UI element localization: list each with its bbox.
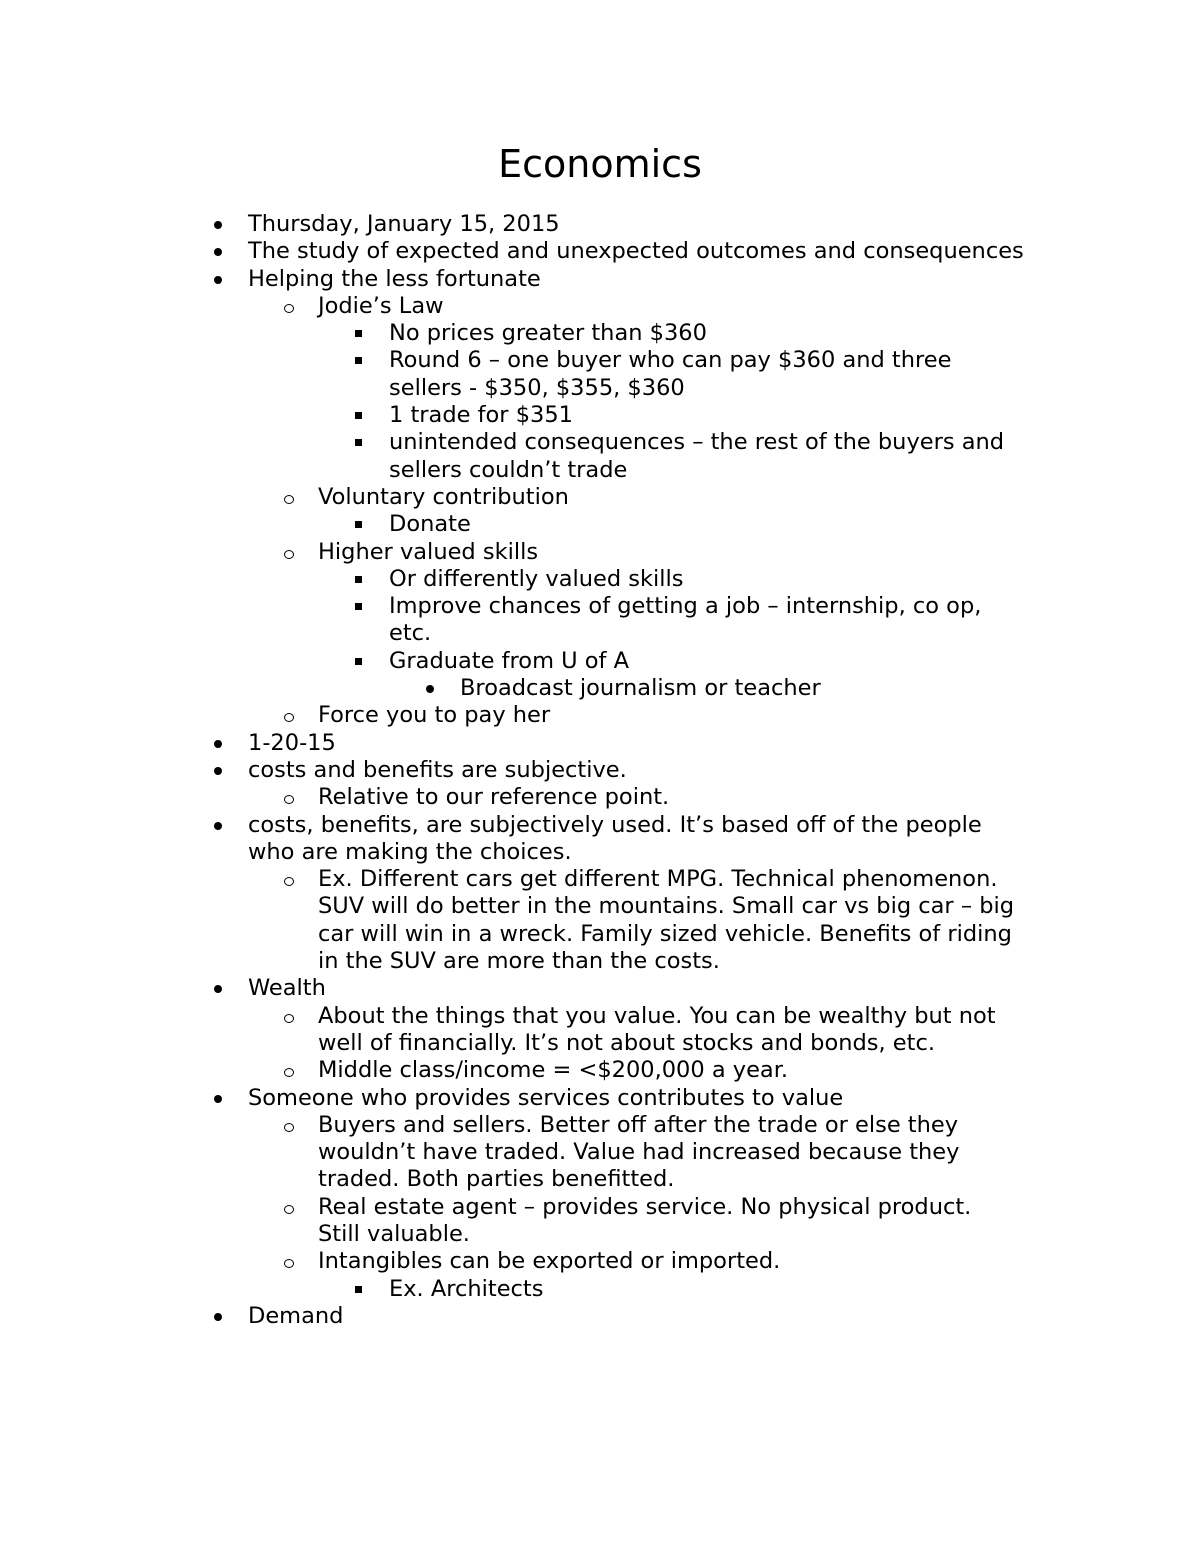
circle-bullet-icon	[284, 539, 294, 566]
list-item-text: Round 6 – one buyer who can pay $360 and three sellers - $350, $355, $360	[389, 347, 952, 401]
list-item-text: Higher valued skills	[318, 538, 539, 565]
list-item	[248, 211, 1028, 238]
round-bullet-icon	[214, 238, 222, 265]
list-item	[389, 402, 1019, 429]
list-item	[389, 511, 1019, 538]
list-item	[318, 866, 1018, 975]
list-item-text: Jodie’s Law	[318, 292, 444, 319]
list-item	[248, 757, 1028, 784]
list-item-text: About the things that you value. You can be wealthy but not well of financially. It’s not about stocks and bonds, etc.	[318, 1002, 996, 1056]
list-item-text: Donate	[389, 511, 471, 538]
circle-bullet-icon	[284, 1248, 294, 1275]
list-item	[389, 1276, 1019, 1303]
list-item	[389, 566, 1019, 593]
round-bullet-icon	[214, 730, 222, 757]
circle-bullet-icon	[284, 1003, 294, 1030]
square-bullet-icon	[355, 402, 362, 429]
list-item-text: 1 trade for $351	[389, 402, 573, 429]
list-item	[248, 730, 1028, 757]
list-item-text: Thursday, January 15, 2015	[248, 211, 560, 237]
list-item	[318, 539, 1018, 566]
list-item	[318, 1248, 1018, 1275]
round-bullet-icon	[214, 211, 222, 238]
list-item-text: Relative to our reference point.	[318, 784, 670, 811]
list-item	[389, 648, 1019, 675]
list-item	[318, 1057, 1018, 1084]
circle-bullet-icon	[284, 1112, 294, 1139]
round-bullet-icon	[214, 812, 222, 839]
circle-bullet-icon	[284, 784, 294, 811]
square-bullet-icon	[355, 1276, 362, 1303]
square-bullet-icon	[355, 347, 362, 374]
list-item	[318, 702, 1018, 729]
bullet-outline	[0, 211, 1200, 1330]
list-item	[318, 784, 1018, 811]
list-item-text: costs, benefits, are subjectively used. It’s based off of the people who are making the choices.	[248, 811, 982, 865]
list-item-text: Buyers and sellers. Better off after the trade or else they wouldn’t have traded. Value had increased because they traded. Both parties benefitted.	[318, 1111, 960, 1193]
list-item-text: Intangibles can be exported or imported.	[318, 1248, 781, 1275]
list-item	[248, 812, 1028, 867]
list-item-text: Voluntary contribution	[318, 483, 569, 510]
list-item	[318, 293, 1018, 320]
list-item	[248, 266, 1028, 293]
list-item-text: Force you to pay her	[318, 702, 551, 729]
list-item-text: costs and benefits are subjective.	[248, 756, 627, 783]
list-item-text: Broadcast journalism or teacher	[460, 675, 821, 702]
list-item-text: Real estate agent – provides service. No physical product. Still valuable.	[318, 1193, 972, 1247]
list-item-text: Improve chances of getting a job – internship, co op, etc.	[389, 593, 982, 647]
square-bullet-icon	[355, 566, 362, 593]
list-item	[248, 1085, 1028, 1112]
list-item	[389, 347, 1019, 402]
round-bullet-icon	[214, 1085, 222, 1112]
list-item	[318, 1194, 1018, 1249]
list-item	[389, 429, 1019, 484]
round-bullet-icon	[214, 757, 222, 784]
circle-bullet-icon	[284, 484, 294, 511]
list-item	[318, 1112, 1018, 1194]
round-bullet-icon	[214, 975, 222, 1002]
list-item	[318, 484, 1018, 511]
list-item-text: Or differently valued skills	[389, 565, 684, 592]
round-bullet-icon	[214, 1303, 222, 1330]
list-item-text: unintended consequences – the rest of the buyers and sellers couldn’t trade	[389, 429, 1005, 483]
list-item-text: Ex. Different cars get different MPG. Technical phenomenon. SUV will do better in the mountains. Small car vs big car – big car will win in a wreck. Family sized vehicle. Benefits of riding in the SUV are more than the costs.	[318, 866, 1015, 975]
square-bullet-icon	[355, 648, 362, 675]
list-item-text: No prices greater than $360	[389, 320, 707, 347]
square-bullet-icon	[355, 593, 362, 620]
round-bullet-icon	[214, 266, 222, 293]
list-item	[248, 975, 1028, 1002]
square-bullet-icon	[355, 429, 362, 456]
list-item-text: Someone who provides services contributes to value	[248, 1084, 844, 1111]
list-item-text: The study of expected and unexpected outcomes and consequences	[248, 238, 1024, 265]
circle-bullet-icon	[284, 1057, 294, 1084]
list-item	[248, 1303, 1028, 1330]
list-item-text: Ex. Architects	[389, 1275, 544, 1302]
document-title: Economics	[498, 142, 702, 186]
list-item	[318, 1003, 1018, 1058]
list-item-text: Graduate from U of A	[389, 647, 629, 674]
square-bullet-icon	[355, 511, 362, 538]
list-item	[248, 238, 1028, 265]
list-item	[389, 320, 1019, 347]
list-item-text: 1-20-15	[248, 729, 336, 756]
list-item-text: Helping the less fortunate	[248, 265, 541, 292]
round-bullet-icon	[426, 675, 434, 702]
list-item	[460, 675, 1020, 702]
list-item	[389, 593, 1019, 648]
circle-bullet-icon	[284, 866, 294, 893]
list-item-text: Middle class/income = <$200,000 a year.	[318, 1057, 789, 1084]
square-bullet-icon	[355, 320, 362, 347]
circle-bullet-icon	[284, 1194, 294, 1221]
circle-bullet-icon	[284, 293, 294, 320]
circle-bullet-icon	[284, 702, 294, 729]
list-item-text: Wealth	[248, 975, 326, 1002]
list-item-text: Demand	[248, 1302, 344, 1329]
